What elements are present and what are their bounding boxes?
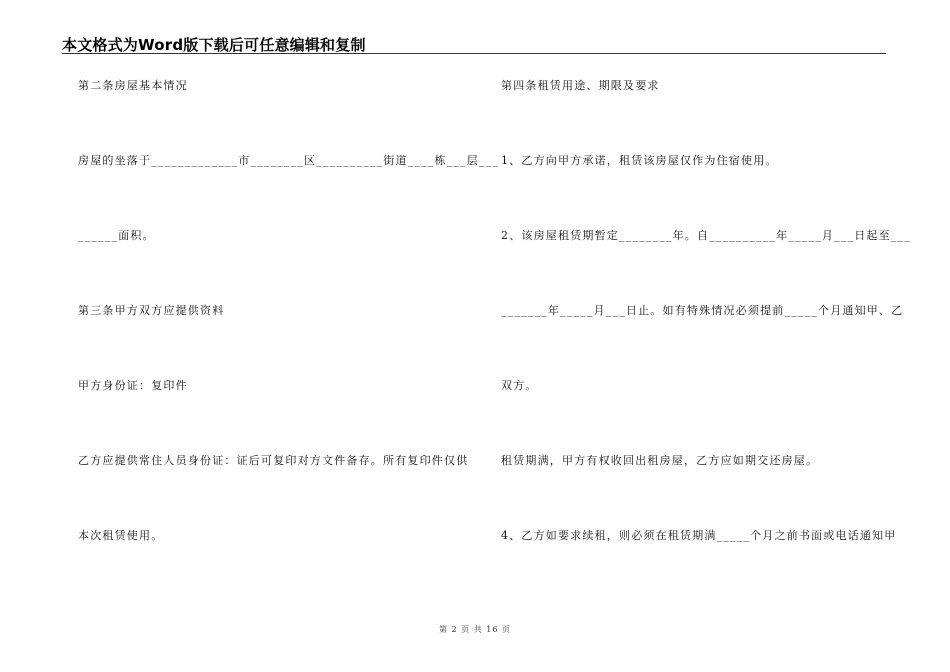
header-divider	[62, 53, 886, 54]
right-line-5: 双方。	[501, 379, 538, 392]
left-line-5: 甲方身份证：复印件	[78, 379, 188, 392]
document-header-title: 本文格式为Word版下载后可任意编辑和复制	[62, 36, 366, 54]
page-number-footer: 第 2 页 共 16 页	[439, 625, 511, 634]
left-line-7: 本次租赁使用。	[78, 529, 164, 542]
left-line-4-section-heading: 第三条甲方双方应提供资料	[78, 304, 225, 317]
right-line-1-section-heading: 第四条租赁用途、期限及要求	[501, 79, 660, 92]
right-line-6: 租赁期满，甲方有权收回出租房屋，乙方应如期交还房屋。	[501, 454, 819, 467]
right-line-4: _______年_____月___日止。如有特殊情况必须提前_____个月通知甲、乙	[501, 304, 904, 317]
right-line-7: 4、乙方如要求续租，则必须在租赁期满_____个月之前书面或电话通知甲	[501, 529, 897, 542]
right-line-2: 1、乙方向甲方承诺，租赁该房屋仅作为住宿使用。	[501, 154, 778, 167]
left-line-1-section-heading: 第二条房屋基本情况	[78, 79, 188, 92]
left-line-3: ______面积。	[78, 229, 155, 242]
right-line-3: 2、该房屋租赁期暂定________年。自__________年_____月___日起至___	[501, 229, 911, 242]
left-line-6: 乙方应提供常住人员身份证：证后可复印对方文件备存。所有复印件仅供	[78, 454, 469, 467]
left-line-2: 房屋的坐落于_____________市________区__________街道____栋___层___	[78, 154, 500, 167]
